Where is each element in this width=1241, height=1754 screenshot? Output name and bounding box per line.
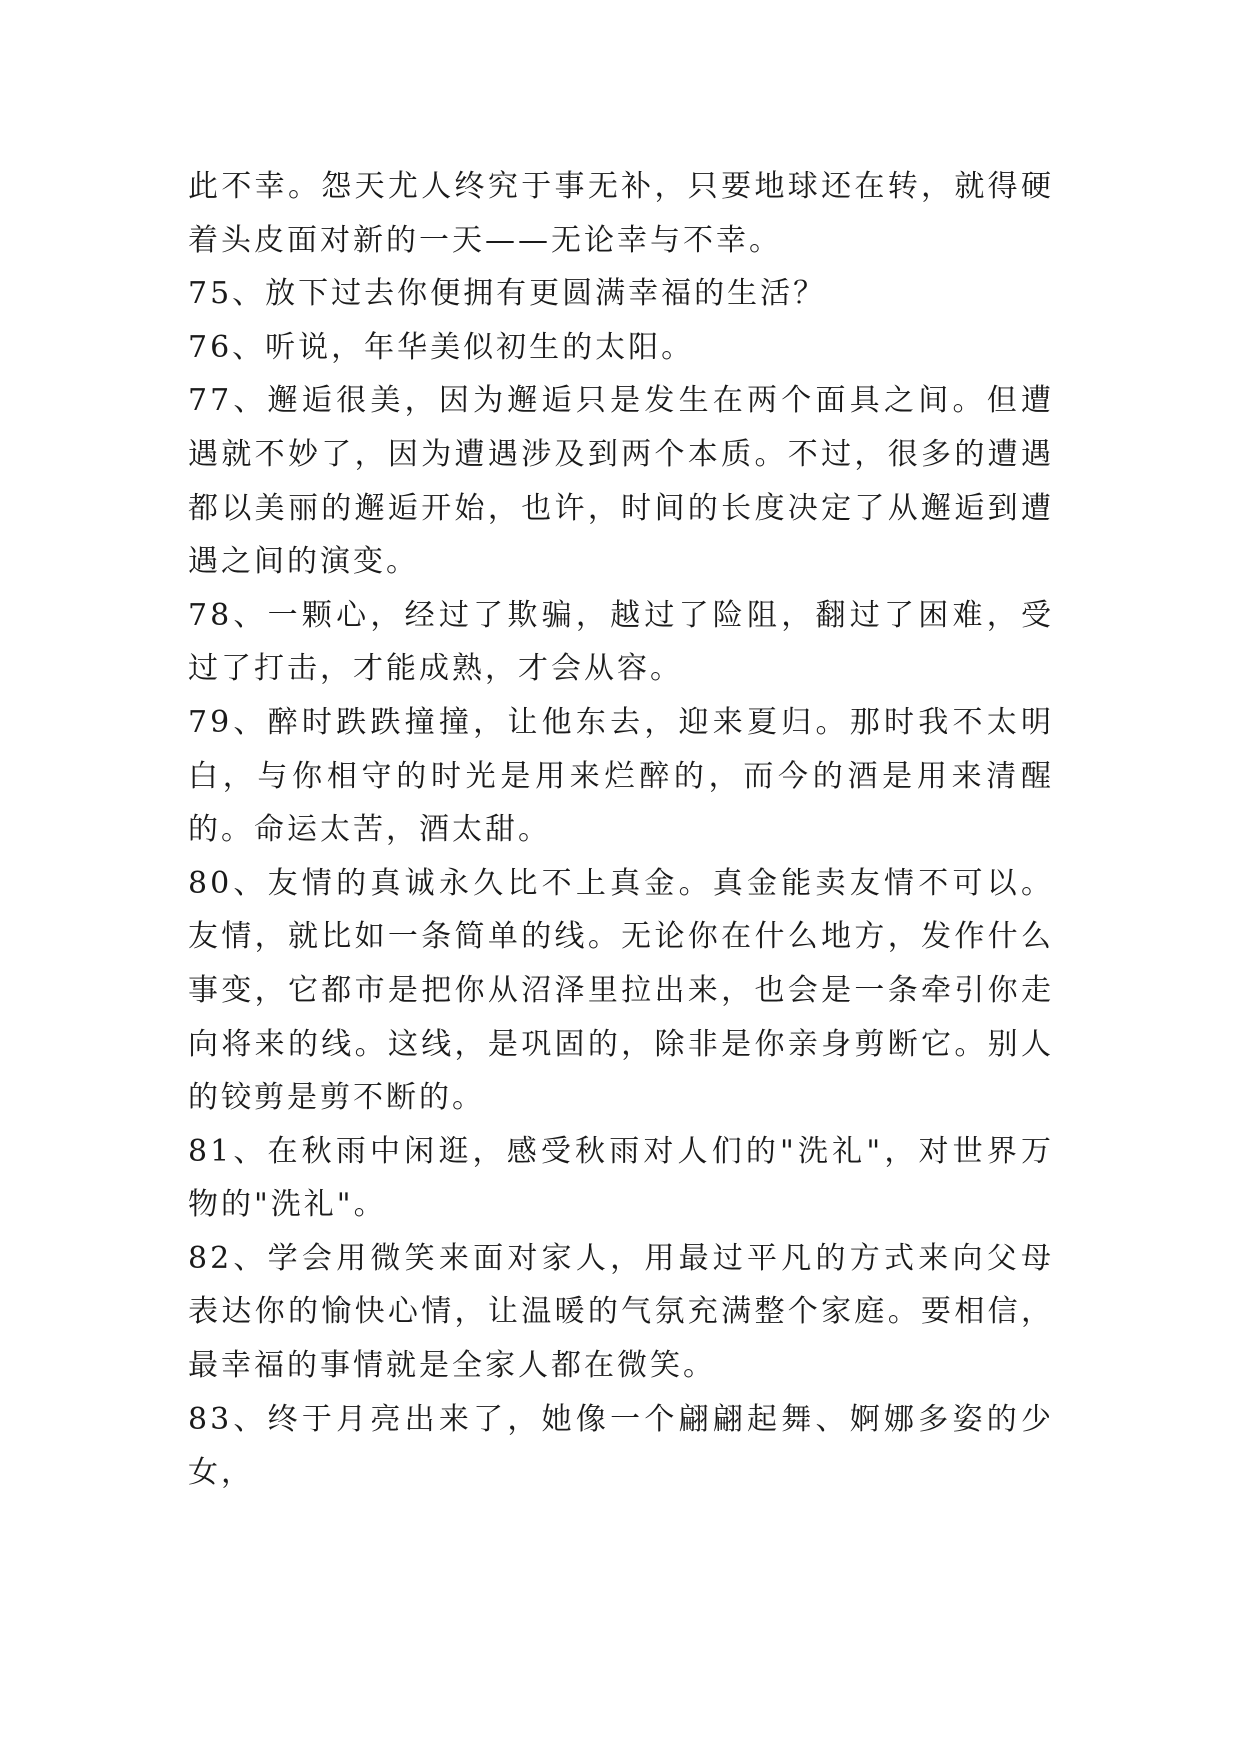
paragraph-83: 83、终于月亮出来了，她像一个翩翩起舞、婀娜多姿的少女， [188,1401,1054,1491]
paragraph-75: 75、放下过去你便拥有更圆满幸福的生活？ [188,276,827,312]
document-body [188,160,1054,1500]
paragraph-82: 82、学会用微笑来面对家人，用最过平凡的方式来向父母表达你的愉快心情，让温暖的气氛充满整个家庭。要相信，最幸福的事情就是全家人都在微笑。 [188,1240,1054,1384]
paragraph-continuation: 此不幸。怨天尤人终究于事无补，只要地球还在转，就得硬着头皮面对新的一天——无论幸与不幸。 [188,169,1054,258]
paragraph-79: 79、醉时跌跌撞撞，让他东去，迎来夏归。那时我不太明白，与你相守的时光是用来烂醉的，而今的酒是用来清醒的。命运太苦，酒太甜。 [188,704,1054,848]
paragraph-78: 78、一颗心，经过了欺骗，越过了险阻，翻过了困难，受过了打击，才能成熟，才会从容。 [188,597,1054,687]
paragraph-80: 80、友情的真诚永久比不上真金。真金能卖友情不可以。友情，就比如一条简单的线。无论你在什么地方，发作什么事变，它都市是把你从沼泽里拉出来，也会是一条牵引你走向将来的线。这线，是巩固的，除非是你亲身剪断它。别人的铰剪是剪不断的。 [188,865,1054,1116]
paragraph-77: 77、邂逅很美，因为邂逅只是发生在两个面具之间。但遭遇就不妙了，因为遭遇涉及到两个本质。不过，很多的遭遇都以美丽的邂逅开始，也许，时间的长度决定了从邂逅到遭遇之间的演变。 [188,383,1054,580]
paragraph-76: 76、听说，年华美似初生的太阳。 [188,329,695,365]
paragraph-81: 81、在秋雨中闲逛，感受秋雨对人们的"洗礼"，对世界万物的"洗礼"。 [188,1133,1054,1223]
